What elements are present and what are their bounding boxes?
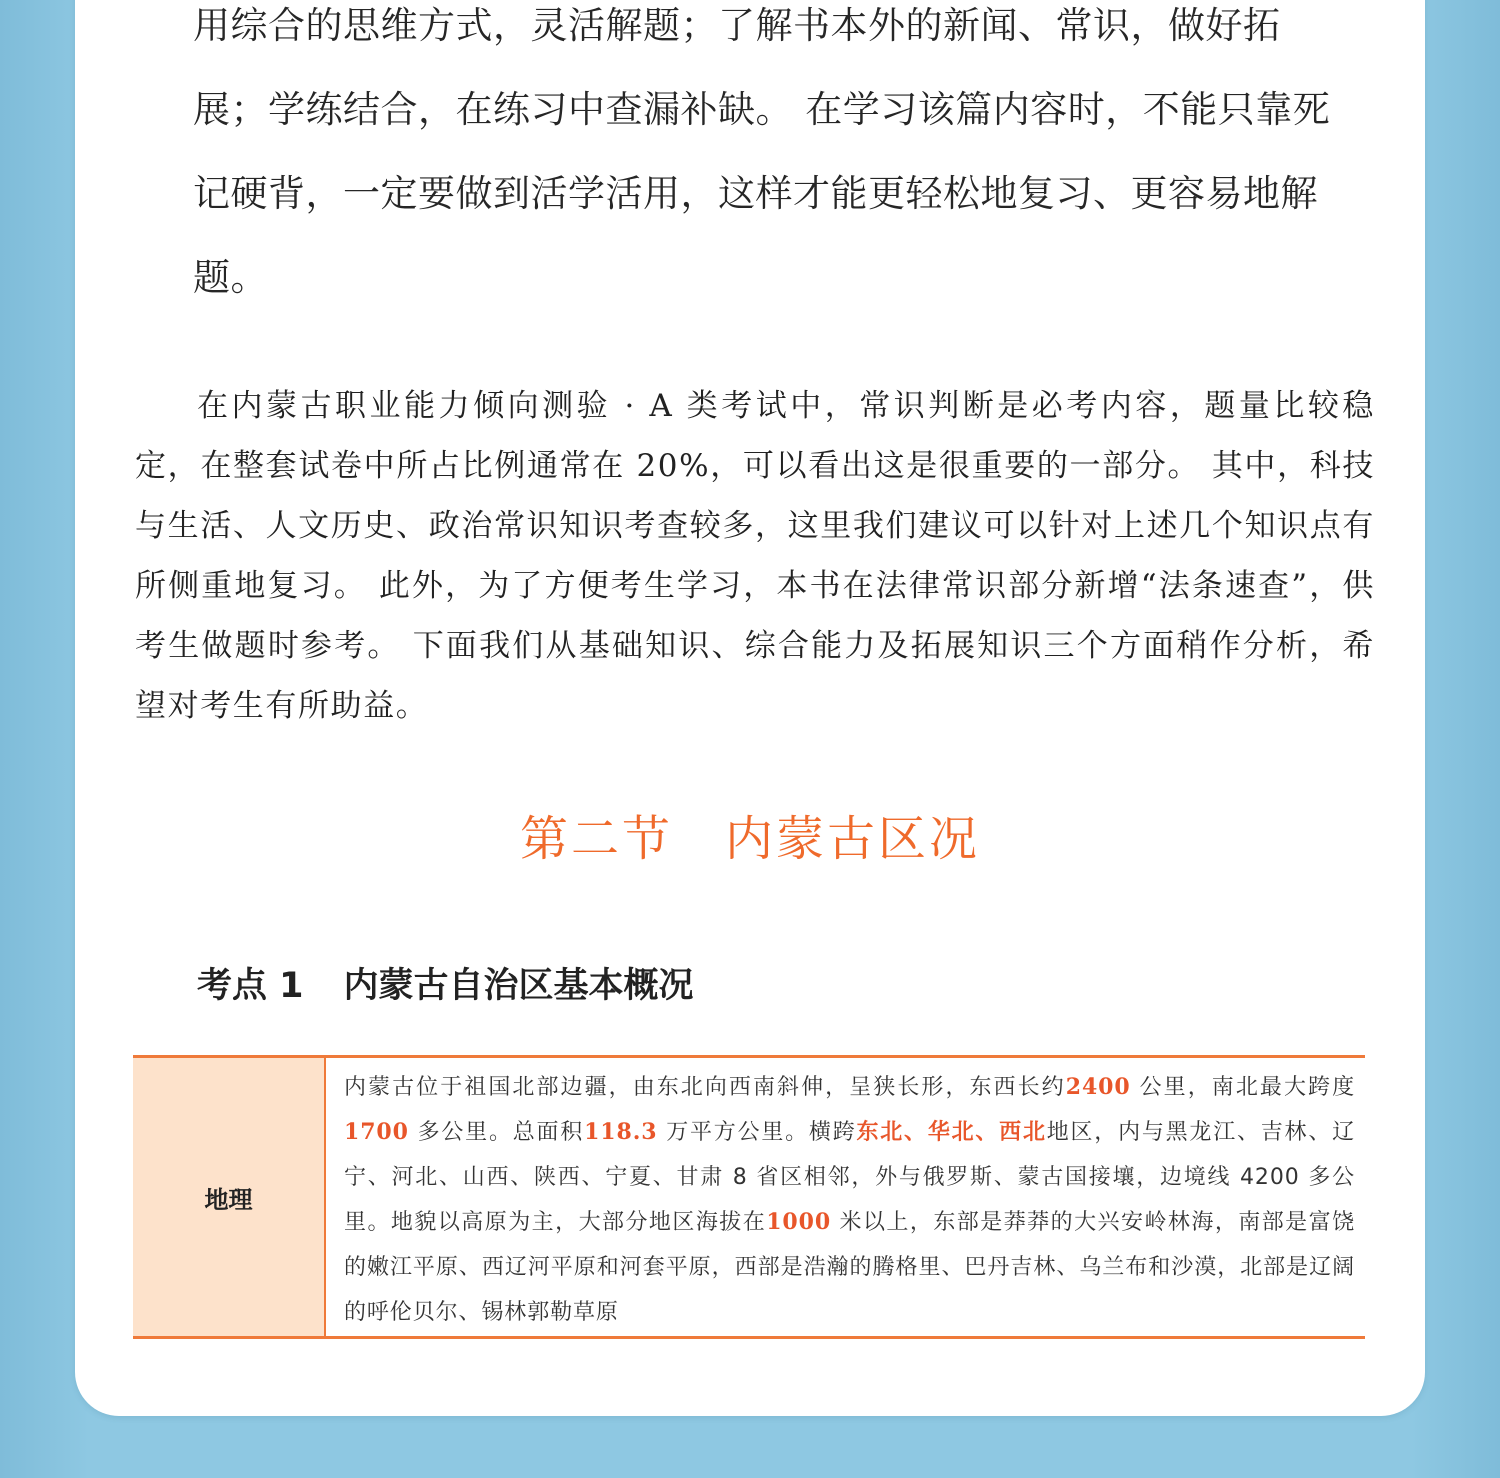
table-label-cell: 地理 xyxy=(133,1058,326,1336)
highlight-total-area: 118.3 xyxy=(584,1119,658,1145)
highlight-east-west-length: 2400 xyxy=(1065,1074,1131,1100)
point-heading xyxy=(197,958,694,1014)
point-number: 考点 1 xyxy=(197,966,304,1006)
highlight-altitude: 1000 xyxy=(766,1209,832,1235)
content-text: 内蒙古位于祖国北部边疆，由东北向西南斜伸，呈狭长形，东西长约 xyxy=(344,1075,1066,1100)
content-text: 米以上，东部是莽莽的大兴安岭林海，南部是富饶的嫩江平原、西辽河平原和河套平原，西部是浩瀚的腾格里、巴丹吉林、乌兰布和沙漠，北部是辽阔的呼伦贝尔、锡林郭勒草原 xyxy=(344,1210,1355,1325)
geography-table xyxy=(133,1055,1365,1339)
highlight-north-south-span: 1700 xyxy=(344,1119,409,1145)
table-content-cell xyxy=(326,1058,1365,1336)
content-text: 地区，内与黑龙江、吉林、辽宁、河北、山西、陕西、宁夏、甘肃 8 省区相邻，外与俄罗斯、蒙古国接壤，边境线 4200 多公里。地貌以高原为主，大部分地区海拔在 xyxy=(344,1120,1355,1235)
section-number: 第二节 xyxy=(519,811,673,867)
highlight-regions: 东北、华北、西北 xyxy=(856,1120,1047,1145)
content-text: 多公里。总面积 xyxy=(408,1120,585,1145)
body-paragraph: 在内蒙古职业能力倾向测验 · A 类考试中，常识判断是必考内容，题量比较稳定，在整套试卷中所占比例通常在 20%，可以看出这是很重要的一部分。 其中，科技与生活、人文历史、政治常识知识考查较多，这里我们建议可以针对上述几个知识点有所侧重地复习。 此外，为了方便考生学习，本书在法律常识部分新增“法条速查”，供考生做题时参考。 下面我们从基础知识、综合能力及拓展知识三个方面稍作分析，希望对考生有所助益。 xyxy=(135,388,1375,724)
section-title xyxy=(0,808,1500,870)
section-name: 内蒙古区况 xyxy=(725,811,981,867)
content-text: 公里，南北最大跨度 xyxy=(1130,1075,1355,1100)
point-title: 内蒙古自治区基本概况 xyxy=(343,966,694,1006)
content-text: 万平方公里。横跨 xyxy=(657,1120,857,1145)
intro-paragraph: 用综合的思维方式，灵活解题；了解书本外的新闻、常识，做好拓展；学练结合，在练习中查漏补缺。 在学习该篇内容时，不能只靠死记硬背，一定要做到活学活用，这样才能更轻松地复习、更容易地解题。 xyxy=(193,4,1331,299)
